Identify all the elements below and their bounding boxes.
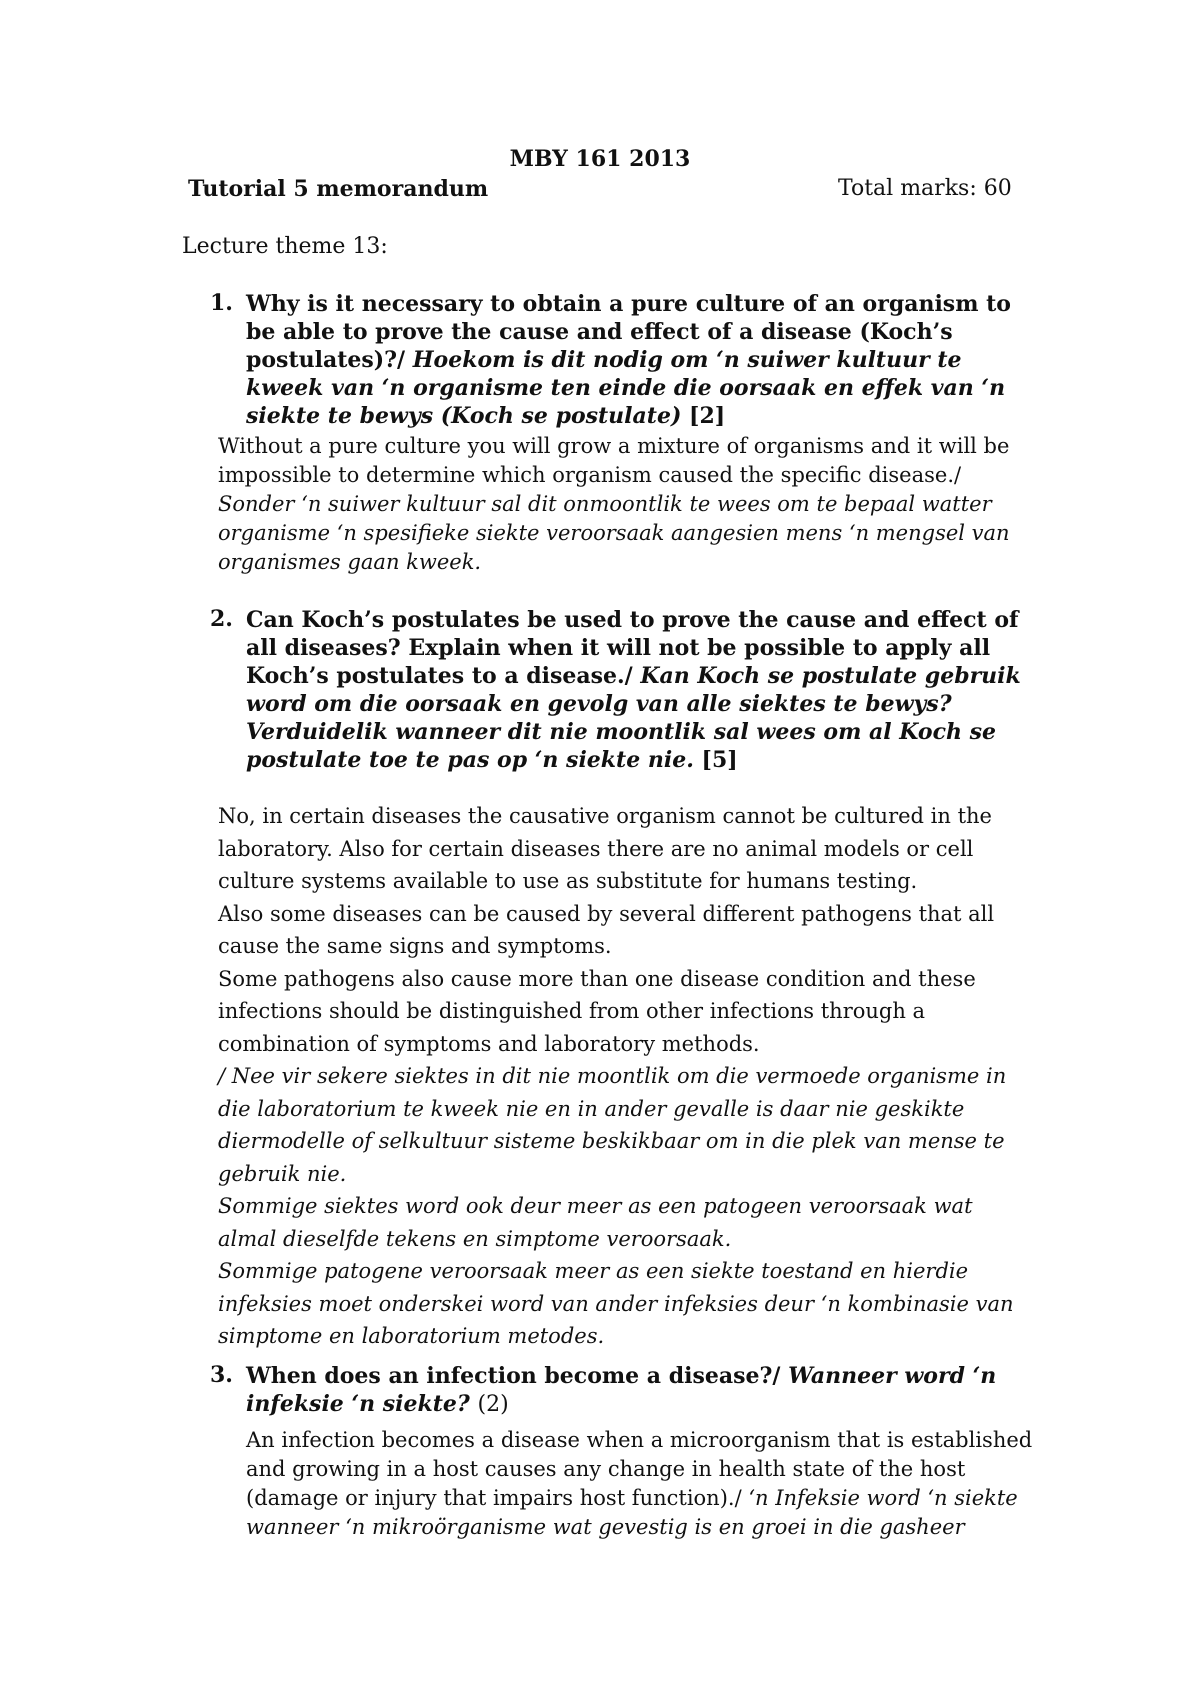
answer-2-english-2: Also some diseases can be caused by several different pathogens that all cause the same signs and symptoms. bbox=[218, 901, 995, 958]
question-1-number: 1. bbox=[210, 290, 233, 316]
answer-1 bbox=[218, 432, 1026, 577]
question-1-afrikaans: Hoekom is dit nodig om ‘n suiwer kultuur te kweek van ‘n organisme ten einde die oorsaak en effek van ‘n siekte te bewys (Koch se postulate) bbox=[246, 347, 1006, 429]
question-1-marks: [2] bbox=[689, 403, 726, 429]
answer-3-afrikaans: ‘n Infeksie word ‘n siekte wanneer ‘n mikroörganisme wat gevestig is en groei in die gasheer bbox=[246, 1486, 1018, 1539]
course-code: MBY 161 2013 bbox=[509, 146, 691, 172]
answer-2-afrikaans-1: / Nee vir sekere siektes in dit nie moontlik om die vermoede organisme in die laboratorium te kweek nie en in ander gevalle is daar nie geskikte diermodelle of selkultuur sisteme beskikbaar om in die plek van mense te gebruik nie. bbox=[218, 1064, 1007, 1186]
answer-3-english: An infection becomes a disease when a microorganism that is established and growing in a host causes any change in health state of the host (damage or injury that impairs host function)./ bbox=[246, 1428, 1033, 1510]
question-2-marks: [5] bbox=[701, 747, 738, 773]
answer-2-english-3: Some pathogens also cause more than one disease condition and these infections should be distinguished from other infections through a combination of symptoms and laboratory methods. bbox=[218, 966, 976, 1056]
tutorial-title: Tutorial 5 memorandum bbox=[188, 176, 489, 202]
answer-3 bbox=[246, 1426, 1036, 1542]
question-3 bbox=[246, 1362, 1026, 1419]
answer-1-afrikaans: Sonder ‘n suiwer kultuur sal dit onmoontlik te wees om te bepaal watter organisme ‘n spesifieke siekte veroorsaak aangesien mens ‘n mengsel van organismes gaan kweek. bbox=[218, 492, 1010, 574]
lecture-theme: Lecture theme 13: bbox=[182, 234, 388, 259]
answer-2-afrikaans-3: Sommige patogene veroorsaak meer as een siekte toestand en hierdie infeksies moet onderskei word van ander infeksies deur ‘n kombinasie van simptome en laboratorium metodes. bbox=[218, 1259, 1014, 1348]
question-1-english: Why is it necessary to obtain a pure culture of an organism to be able to prove the cause and effect of a disease (Koch’s postulates)?/ bbox=[246, 291, 1011, 373]
answer-2-english-1: No, in certain diseases the causative organism cannot be cultured in the laboratory. Also for certain diseases there are no animal models or cell culture systems available to use as substitute for humans testing. bbox=[218, 804, 992, 893]
total-marks: Total marks: 60 bbox=[838, 176, 1012, 201]
answer-1-english: Without a pure culture you will grow a mixture of organisms and it will be impossible to determine which organism caused the specific disease./ bbox=[218, 434, 1010, 487]
question-2-afrikaans: Kan Koch se postulate gebruik word om die oorsaak en gevolg van alle siektes te bewys? Verduidelik wanneer dit nie moontlik sal wees om al Koch se postulate toe te pas op ‘n siekte nie. bbox=[246, 663, 1021, 773]
question-3-number: 3. bbox=[210, 1362, 233, 1388]
question-2 bbox=[246, 606, 1036, 774]
question-3-afrikaans: Wanneer word ‘n infeksie ‘n siekte? bbox=[246, 1363, 997, 1417]
question-3-english: When does an infection become a disease?/ bbox=[246, 1363, 781, 1389]
answer-2-afrikaans-2: Sommige siektes word ook deur meer as een patogeen veroorsaak wat almal dieselfde tekens en simptome veroorsaak. bbox=[218, 1194, 973, 1251]
question-2-number: 2. bbox=[210, 606, 233, 632]
question-2-english: Can Koch’s postulates be used to prove the cause and effect of all diseases? Explain when it will not be possible to apply all Koch’s postulates to a disease./ bbox=[246, 607, 1019, 689]
answer-2 bbox=[218, 800, 1026, 1353]
question-1 bbox=[246, 290, 1036, 430]
question-3-marks: (2) bbox=[477, 1392, 509, 1417]
